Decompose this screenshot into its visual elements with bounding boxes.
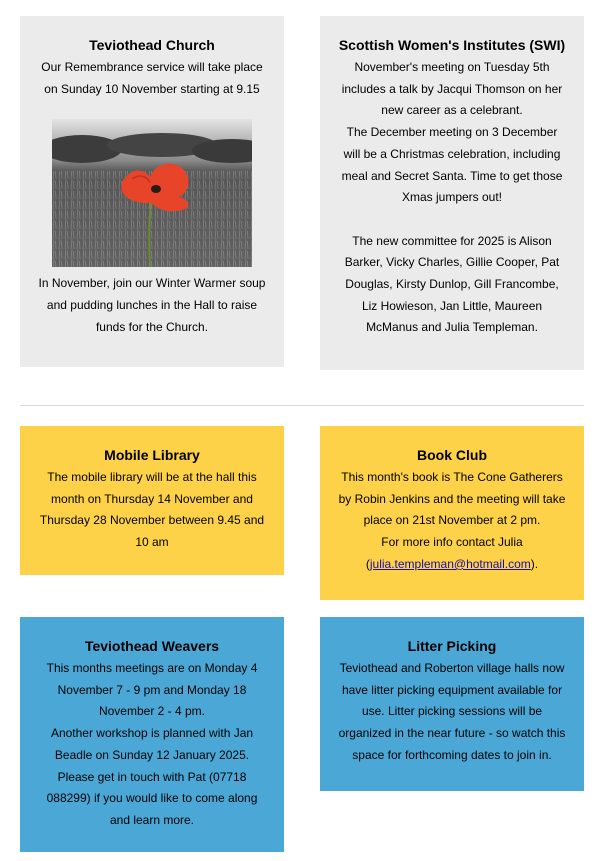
- library-card: [20, 426, 284, 575]
- swi-committee-text: The new committee for 2025 is Alison Barker, Vicky Charles, Gillie Cooper, Pat Douglas, Kirsty Dunlop, Gill Francombe, Liz Howieson, Jan Little, Maureen McManus and Julia Templeman.: [344, 233, 560, 335]
- church-service-text: Our Remembrance service will take place on Sunday 10 November starting at 9.15: [41, 60, 263, 96]
- litter-title: Litter Picking: [407, 638, 497, 654]
- weavers-workshop-text: Another workshop is planned with Jan Beadle on Sunday 12 January 2025.: [50, 726, 254, 762]
- weavers-contact-text: Please get in touch with Pat (07718 088299) if you would like to come along and learn more.: [46, 769, 258, 827]
- weavers-card: [20, 617, 284, 852]
- library-text: The mobile library will be at the hall this month on Thursday 14 November and Thursday 28 November between 9.45 and 10 am: [39, 470, 265, 550]
- litter-text: Teviothead and Roberton village halls now have litter picking equipment available for use. Litter picking sessions will be organized in the near future - so watch this space for forthcoming dates to join in.: [338, 661, 566, 762]
- swi-card: [320, 16, 584, 370]
- weavers-meetings-text: This months meetings are on Monday 4 November 7 - 9 pm and Monday 18 November 2 - 4 pm.: [46, 661, 258, 719]
- section-divider: [20, 405, 584, 406]
- swi-december-text: The December meeting on 3 December will be a Christmas celebration, including meal and Secret Santa. Time to get those Xmas jumpers out!: [341, 125, 563, 205]
- library-title: Mobile Library: [104, 447, 200, 463]
- church-card: [20, 16, 284, 367]
- litter-card: [320, 617, 584, 791]
- bookclub-text: This month's book is The Cone Gatherers by Robin Jenkins and the meeting will take place on 21st November at 2 pm.: [338, 470, 566, 528]
- bookclub-contact-text: For more info contact Julia: [381, 535, 523, 550]
- bookclub-card: [320, 426, 584, 600]
- poppy-field-photo-icon: [52, 119, 252, 267]
- church-title: Teviothead Church: [89, 37, 215, 53]
- bookclub-title: Book Club: [417, 447, 487, 463]
- swi-november-text: November's meeting on Tuesday 5th includes a talk by Jacqui Thomson on her new career as a celebrant.: [341, 60, 563, 118]
- bookclub-email-link[interactable]: julia.templeman@hotmail.com: [369, 556, 531, 571]
- bookclub-email-line: (julia.templeman@hotmail.com).: [365, 556, 539, 571]
- church-lunch-text: In November, join our Winter Warmer soup and pudding lunches in the Hall to raise funds for the Church.: [38, 276, 266, 334]
- weavers-title: Teviothead Weavers: [84, 638, 220, 654]
- swi-title: Scottish Women's Institutes (SWI): [338, 37, 566, 53]
